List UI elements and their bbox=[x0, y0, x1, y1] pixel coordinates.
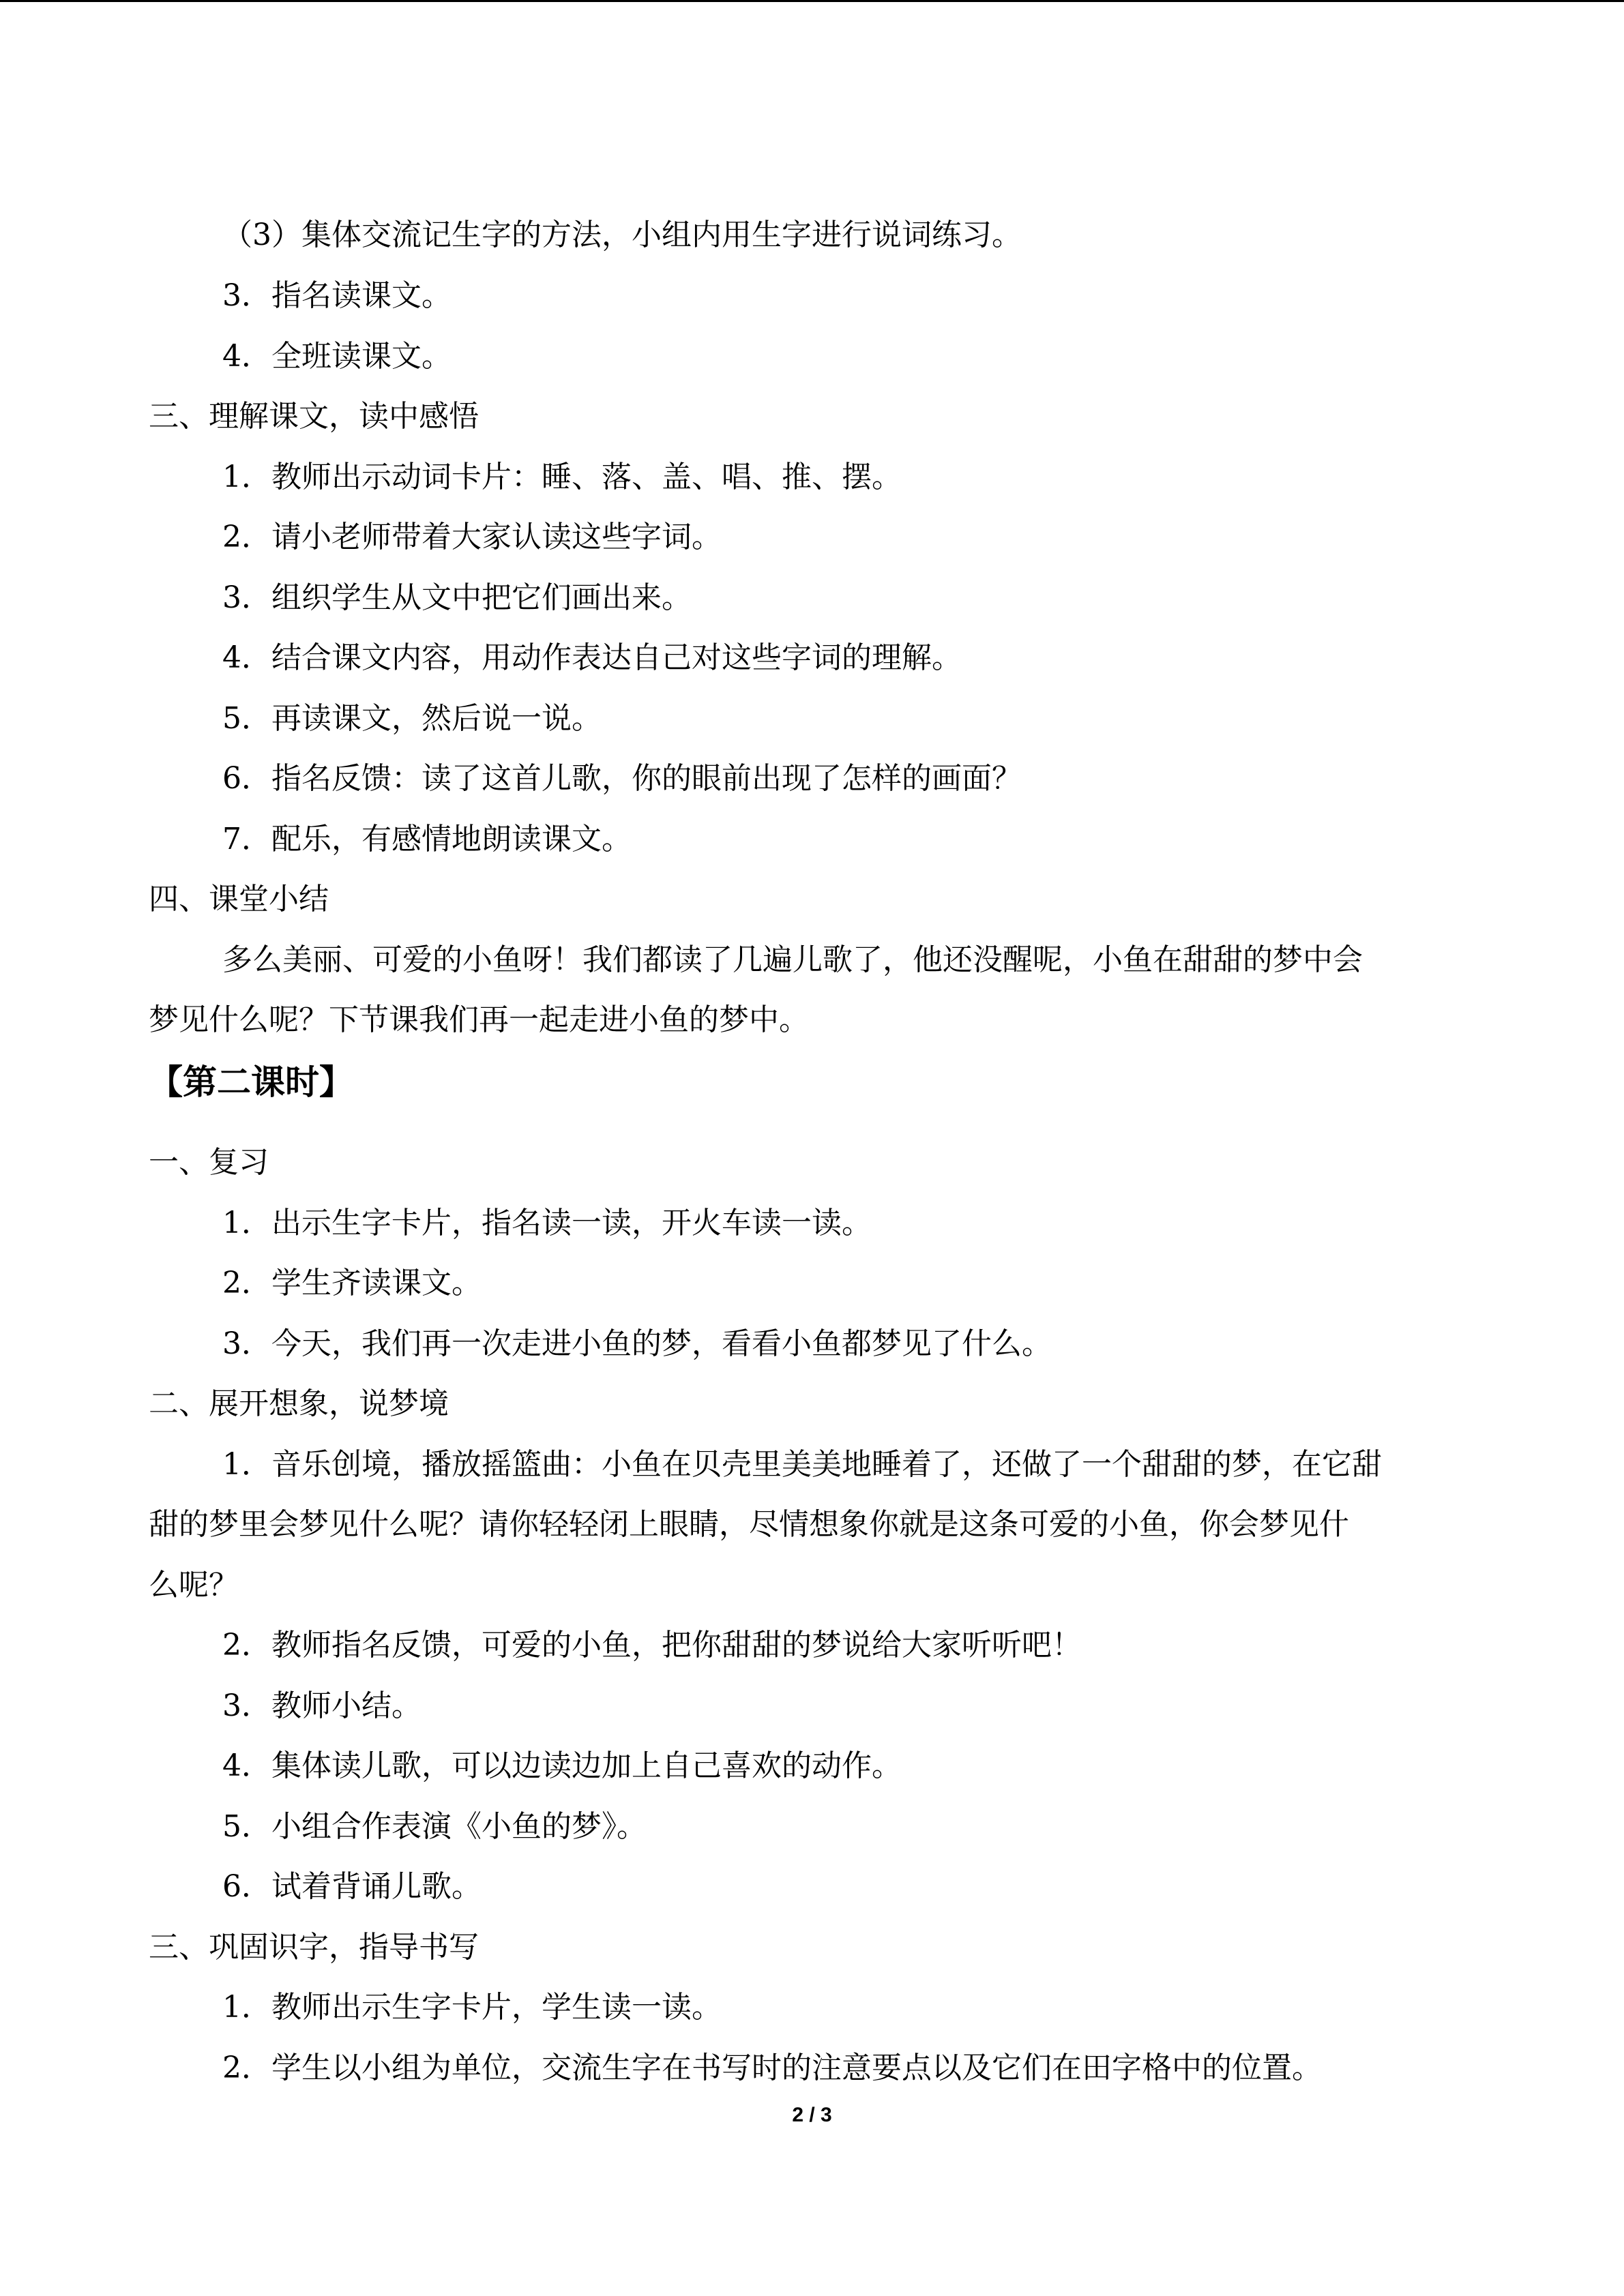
section-heading: 三、理解课文，读中感悟 bbox=[149, 399, 479, 434]
section-heading: 一、复习 bbox=[149, 1145, 269, 1180]
list-item: 5．再读课文，然后说一说。 bbox=[222, 701, 602, 736]
paragraph-line: 梦见什么呢？下节课我们再一起走进小鱼的梦中。 bbox=[149, 1002, 809, 1037]
list-item: 2．学生以小组为单位，交流生字在书写时的注意要点以及它们在田字格中的位置。 bbox=[222, 2051, 1322, 2085]
list-item: 3．今天，我们再一次走进小鱼的梦，看看小鱼都梦见了什么。 bbox=[222, 1326, 1052, 1361]
list-item: 4．集体读儿歌，可以边读边加上自己喜欢的动作。 bbox=[222, 1748, 902, 1783]
list-item: 3．组织学生从文中把它们画出来。 bbox=[222, 580, 692, 615]
list-item: 7．配乐，有感情地朗读课文。 bbox=[222, 822, 632, 856]
list-item: 1．教师出示生字卡片，学生读一读。 bbox=[222, 1990, 722, 2025]
list-item: 3．指名读课文。 bbox=[222, 278, 452, 313]
section-heading: 三、巩固识字，指导书写 bbox=[149, 1930, 479, 1965]
list-item: 4．全班读课文。 bbox=[222, 339, 452, 374]
list-item: 4．结合课文内容，用动作表达自己对这些字词的理解。 bbox=[222, 640, 962, 675]
page-number: 2 / 3 bbox=[792, 2104, 832, 2126]
list-item: 3．教师小结。 bbox=[222, 1688, 422, 1723]
list-item: 2．教师指名反馈，可爱的小鱼，把你甜甜的梦说给大家听听吧！ bbox=[222, 1628, 1082, 1663]
lesson-heading: 【第二课时】 bbox=[149, 1062, 353, 1102]
list-item: 1．教师出示动词卡片：睡、落、盖、唱、推、摆。 bbox=[222, 460, 902, 494]
paragraph-line: 甜的梦里会梦见什么呢？请你轻轻闭上眼睛，尽情想象你就是这条可爱的小鱼，你会梦见什 bbox=[149, 1507, 1349, 1542]
list-item: 1．出示生字卡片，指名读一读，开火车读一读。 bbox=[222, 1206, 872, 1240]
list-item: 5．小组合作表演《小鱼的梦》。 bbox=[222, 1809, 647, 1844]
paragraph-line: （3）集体交流记生字的方法，小组内用生字进行说词练习。 bbox=[222, 218, 1022, 252]
section-heading: 二、展开想象，说梦境 bbox=[149, 1386, 449, 1421]
list-item: 6．指名反馈：读了这首儿歌，你的眼前出现了怎样的画面？ bbox=[222, 761, 1022, 796]
paragraph-line: 多么美丽、可爱的小鱼呀！我们都读了几遍儿歌了，他还没醒呢，小鱼在甜甜的梦中会 bbox=[222, 942, 1363, 977]
paragraph-line: 1．音乐创境，播放摇篮曲：小鱼在贝壳里美美地睡着了，还做了一个甜甜的梦，在它甜 bbox=[222, 1447, 1382, 1482]
paragraph-line: 么呢？ bbox=[149, 1568, 239, 1602]
list-item: 2．请小老师带着大家认读这些字词。 bbox=[222, 520, 722, 554]
list-item: 6．试着背诵儿歌。 bbox=[222, 1869, 482, 1904]
section-heading: 四、课堂小结 bbox=[149, 882, 329, 916]
list-item: 2．学生齐读课文。 bbox=[222, 1266, 482, 1300]
